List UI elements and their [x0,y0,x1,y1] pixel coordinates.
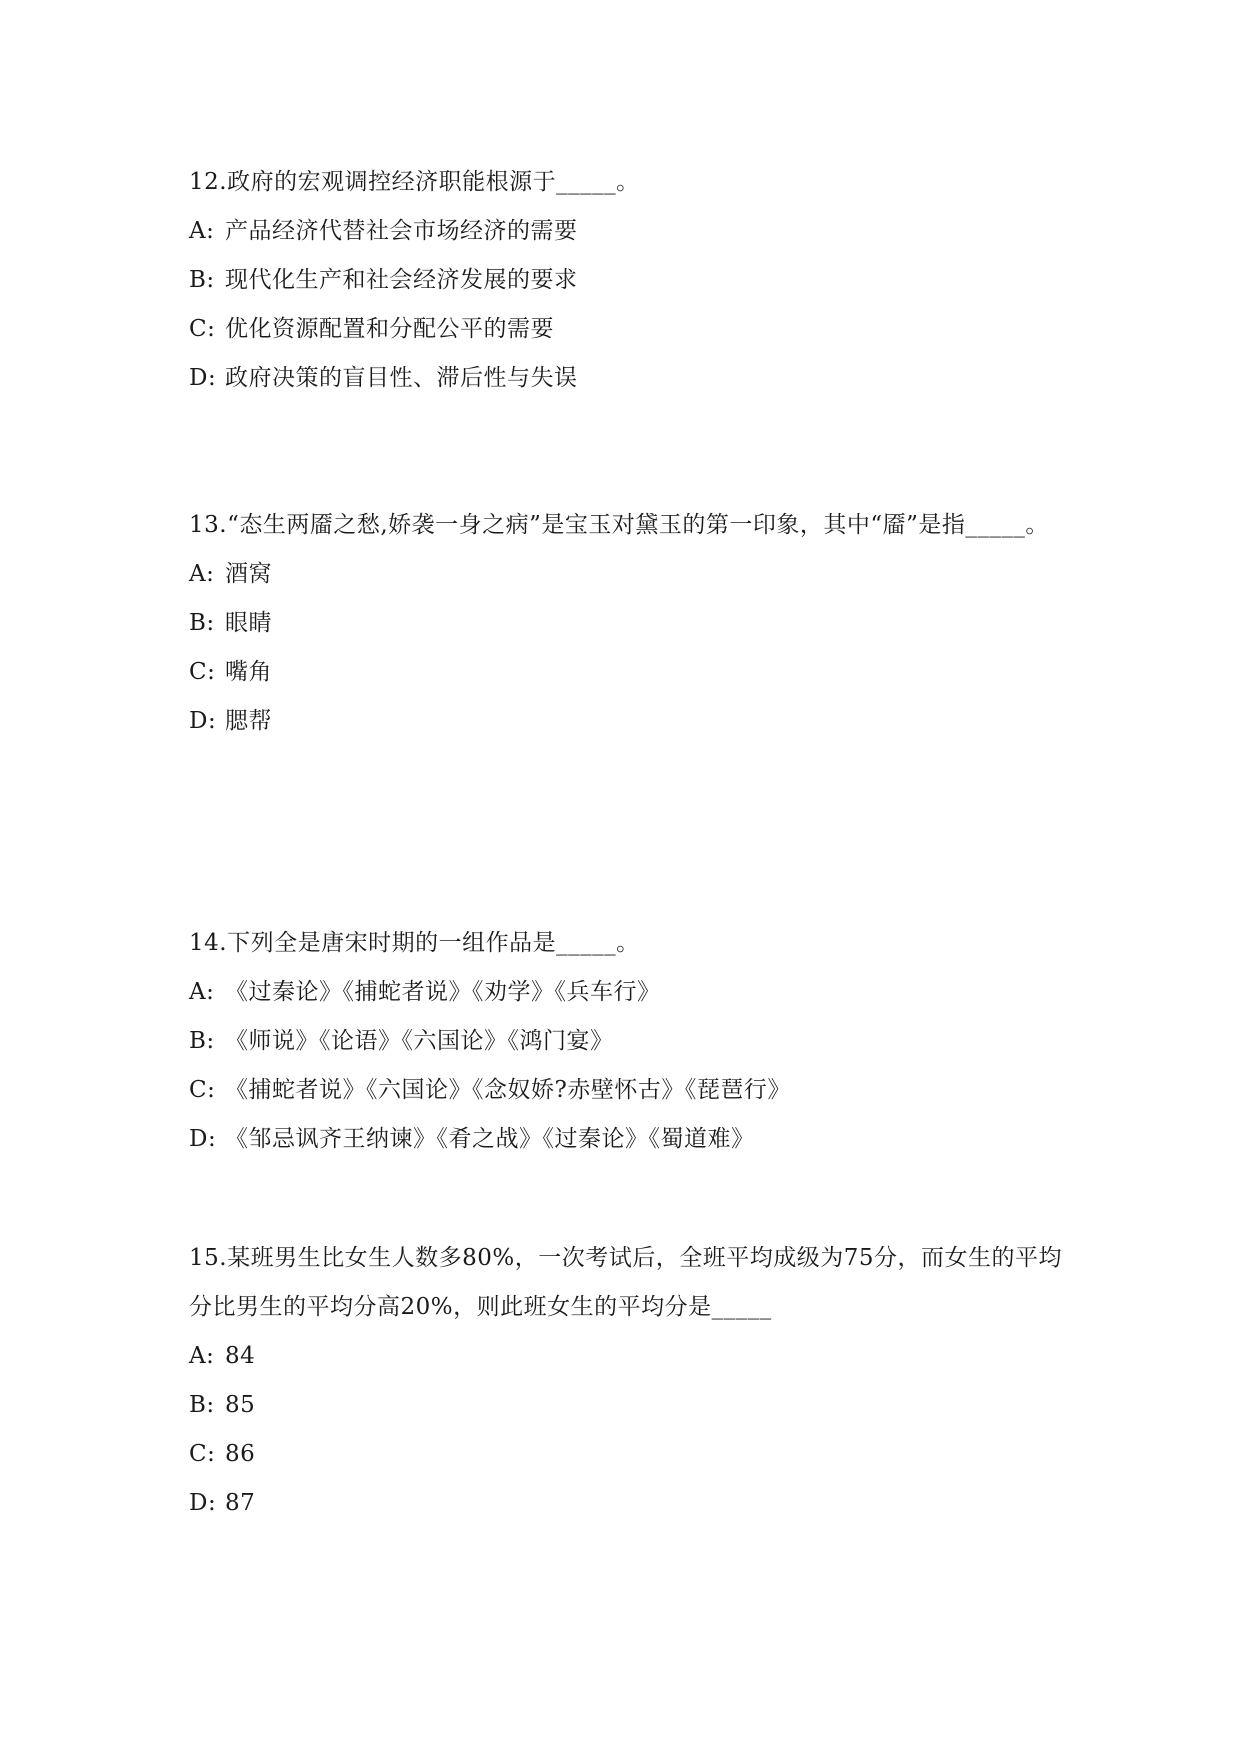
option-letter: A: [189,979,215,1005]
option-c [189,648,1069,697]
option-letter: C: [189,1441,216,1467]
option-text: 《邹忌讽齐王纳谏》《肴之战》《过秦论》《蜀道难》 [225,1126,755,1152]
option-letter: D: [189,1490,217,1516]
option-c [189,1066,1069,1115]
option-d [189,1115,1069,1164]
option-a [189,207,1069,256]
option-b [189,256,1069,305]
option-letter: C: [189,659,216,685]
option-text: 《师说》《论语》《六国论》《鸿门宴》 [225,1028,614,1054]
option-text: 现代化生产和社会经济发展的要求 [225,267,578,293]
option-letter: C: [189,1077,216,1103]
option-letter: B: [189,267,215,293]
option-text: 优化资源配置和分配公平的需要 [225,316,554,342]
option-text: 酒窝 [225,561,272,587]
question-12 [189,158,1069,403]
option-letter: A: [189,218,215,244]
option-list [189,207,1069,403]
option-text: 86 [225,1441,256,1467]
question-15 [189,1234,1069,1528]
option-letter: D: [189,708,217,734]
option-text: 嘴角 [225,659,272,685]
option-text: 《捕蛇者说》《六国论》《念奴娇?赤壁怀古》《琵琶行》 [225,1077,791,1103]
question-stem: 13.“态生两靥之愁,娇袭一身之病”是宝玉对黛玉的第一印象，其中“靥”是指_____。 [189,512,1049,538]
question-stem: 14.下列全是唐宋时期的一组作品是_____。 [189,930,640,956]
option-d [189,697,1069,746]
option-text: 眼睛 [225,610,272,636]
option-c [189,1430,1069,1479]
option-text: 产品经济代替社会市场经济的需要 [225,218,578,244]
question-stem: 15.某班男生比女生人数多80%，一次考试后，全班平均成级为75分，而女生的平均分比男生的平均分高20%，则此班女生的平均分是_____ [189,1245,1062,1320]
option-d [189,1479,1069,1528]
option-a [189,1332,1069,1381]
option-a [189,550,1069,599]
option-b [189,1017,1069,1066]
option-letter: B: [189,1392,215,1418]
option-text: 87 [225,1490,256,1516]
option-text: 《过秦论》《捕蛇者说》《劝学》《兵车行》 [225,979,661,1005]
question-13 [189,501,1069,746]
option-c [189,305,1069,354]
option-letter: B: [189,610,215,636]
option-letter: C: [189,316,216,342]
option-d [189,354,1069,403]
option-list [189,968,1069,1164]
option-list [189,1332,1069,1528]
option-text: 85 [225,1392,256,1418]
option-text: 政府决策的盲目性、滞后性与失误 [225,365,578,391]
option-b [189,1381,1069,1430]
option-b [189,599,1069,648]
question-stem: 12.政府的宏观调控经济职能根源于_____。 [189,169,640,195]
option-a [189,968,1069,1017]
option-text: 84 [225,1343,256,1369]
option-letter: A: [189,1343,215,1369]
option-letter: B: [189,1028,215,1054]
option-letter: A: [189,561,215,587]
question-14 [189,919,1069,1164]
option-list [189,550,1069,746]
option-letter: D: [189,1126,217,1152]
option-letter: D: [189,365,217,391]
option-text: 腮帮 [225,708,272,734]
